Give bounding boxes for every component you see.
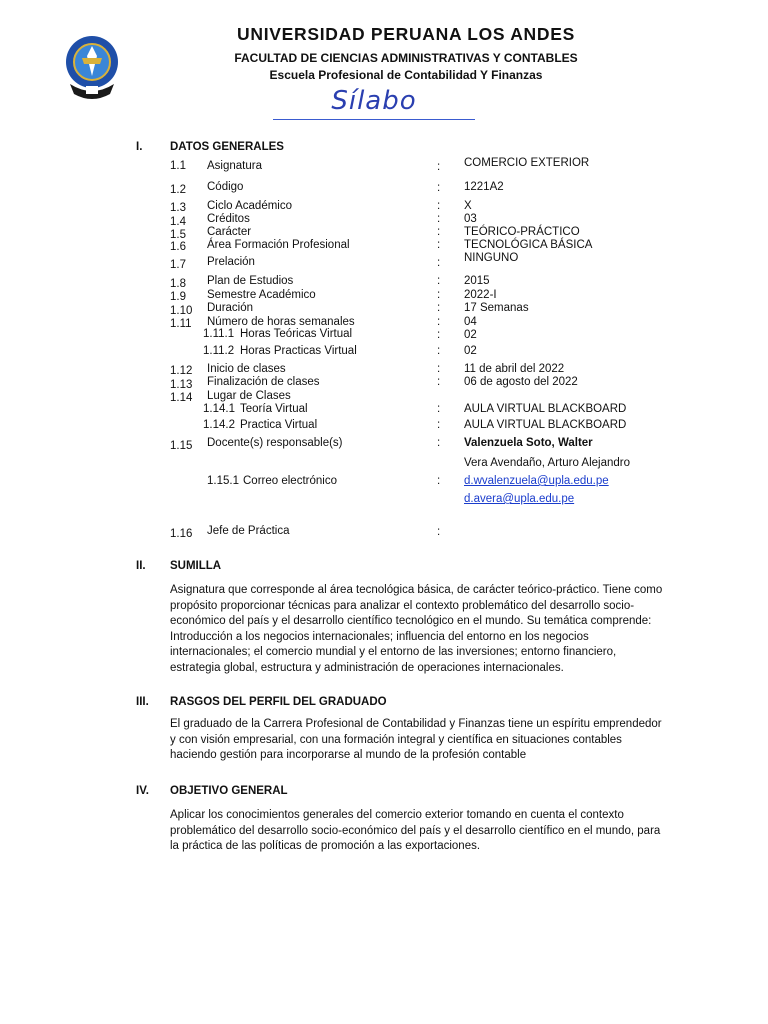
text-line: económico del país y el desarrollo científico tecnológico en el mundo. Su temática comprende: — [170, 615, 652, 627]
separator: : — [437, 419, 441, 431]
section-title-datos-generales: DATOS GENERALES — [170, 141, 284, 153]
item-value: AULA VIRTUAL BLACKBOARD — [464, 403, 627, 415]
item-label: Semestre Académico — [207, 289, 316, 301]
section-title-rasgos: RASGOS DEL PERFIL DEL GRADUADO — [170, 696, 387, 708]
item-label: Carácter — [207, 226, 252, 238]
item-value: 02 — [464, 329, 477, 341]
item-label: Asignatura — [207, 160, 262, 172]
item-value: 11 de abril del 2022 — [464, 363, 565, 375]
item-label: Horas Practicas Virtual — [240, 345, 357, 357]
item-label: Practica Virtual — [240, 419, 318, 431]
item-value: 03 — [464, 213, 477, 225]
email-link[interactable]: d.wvalenzuela@upla.edu.pe — [464, 475, 609, 487]
item-number: 1.11.2 — [203, 345, 235, 357]
section-number: IV. — [136, 785, 150, 797]
item-value: AULA VIRTUAL BLACKBOARD — [464, 419, 627, 431]
item-label: Horas Teóricas Virtual — [240, 328, 353, 340]
item-label: Jefe de Práctica — [207, 525, 290, 537]
sumilla-paragraph — [170, 583, 666, 676]
item-number: 1.9 — [170, 291, 186, 303]
email-link[interactable]: d.avera@upla.edu.pe — [464, 493, 575, 505]
item-number: 1.15.1 — [207, 475, 239, 487]
item-number: 1.15 — [170, 440, 193, 452]
section-number: III. — [136, 696, 149, 708]
separator: : — [437, 475, 441, 487]
text-line: estrategia global, estructura y administración de operaciones internacionales. — [170, 661, 564, 674]
item-number: 1.14 — [170, 392, 193, 404]
rasgos-paragraph — [170, 717, 666, 764]
section-number: II. — [136, 560, 146, 572]
item-number: 1.1 — [170, 160, 186, 172]
text-line: problemático del desarrollo socio-económico del país y el desarrollo científico en el mundo, para — [170, 824, 661, 837]
item-number: 1.12 — [170, 365, 193, 377]
item-label: Código — [207, 181, 244, 193]
university-name: UNIVERSIDAD PERUANA LOS ANDES — [237, 24, 575, 44]
document-title: Sílabo — [331, 86, 417, 116]
separator: : — [437, 226, 441, 238]
item-value: 17 Semanas — [464, 302, 529, 314]
item-value: 1221A2 — [464, 181, 504, 193]
item-value: 2015 — [464, 275, 490, 287]
item-label: Teoría Virtual — [240, 403, 308, 415]
item-number: 1.11 — [170, 318, 192, 330]
separator: : — [437, 363, 441, 375]
separator: : — [437, 437, 441, 449]
objetivo-paragraph — [170, 808, 666, 855]
text-line: y con visión empresarial, con una formación integral y científica en situaciones contables — [170, 733, 622, 746]
text-line: Introducción a los negocios internacionales; influencia del entorno en los negocios — [170, 630, 589, 643]
text-line: Aplicar los conocimientos generales del comercio exterior tomando en cuenta el contexto — [170, 809, 624, 821]
item-number: 1.14.2 — [203, 419, 235, 431]
item-number: 1.6 — [170, 241, 186, 253]
item-number: 1.8 — [170, 278, 186, 290]
item-label: Finalización de clases — [207, 376, 320, 388]
separator: : — [437, 302, 441, 314]
separator: : — [437, 182, 441, 194]
item-number: 1.16 — [170, 528, 193, 540]
separator: : — [437, 345, 441, 357]
item-value: 06 de agosto del 2022 — [464, 376, 578, 388]
section-number: I. — [136, 141, 143, 153]
item-number: 1.10 — [170, 305, 193, 317]
item-value: X — [464, 200, 472, 212]
item-number: 1.14.1 — [203, 403, 235, 415]
teacher-name: Vera Avendaño, Arturo Alejandro — [464, 457, 631, 469]
item-number: 1.13 — [170, 379, 193, 391]
text-line: propósito proporcionar técnicas para analizar el contexto problemático del desarrollo socio- — [170, 599, 635, 612]
item-label: Plan de Estudios — [207, 275, 294, 287]
text-line: internacionales; el comercio mundial y el entorno de las inversiones; entorno financiero, — [170, 646, 617, 658]
item-number: 1.7 — [170, 259, 186, 271]
item-label: Correo electrónico — [243, 475, 337, 487]
text-line: haciendo gestión para incorporarse al mundo de la profesión contable — [170, 749, 527, 761]
item-value: 04 — [464, 316, 477, 328]
item-label: Área Formación Profesional — [207, 239, 350, 251]
teacher-name: Valenzuela Soto, Walter — [464, 437, 593, 449]
text-line: Asignatura que corresponde al área tecnológica básica, de carácter teórico-práctico. Tiene como — [170, 584, 663, 596]
item-number: 1.2 — [170, 184, 186, 196]
item-number: 1.3 — [170, 202, 186, 214]
school-name: Escuela Profesional de Contabilidad Y Finanzas — [269, 68, 543, 82]
item-label: Inicio de clases — [207, 363, 286, 375]
separator: : — [437, 200, 441, 212]
separator: : — [437, 257, 441, 269]
separator: : — [437, 213, 441, 225]
item-value: 2022-I — [464, 289, 497, 301]
item-number: 1.4 — [170, 216, 186, 228]
separator: : — [437, 289, 441, 301]
separator: : — [437, 275, 441, 287]
item-value: TECNOLÓGICA BÁSICA — [464, 239, 593, 251]
item-number: 1.5 — [170, 229, 186, 241]
section-title-objetivo: OBJETIVO GENERAL — [170, 785, 288, 797]
item-value: NINGUNO — [464, 252, 519, 264]
item-number: 1.11.1 — [203, 328, 235, 340]
item-value: COMERCIO EXTERIOR — [464, 157, 590, 169]
section-title-sumilla: SUMILLA — [170, 560, 222, 572]
separator: : — [437, 329, 441, 341]
separator: : — [437, 161, 441, 173]
text-line: la práctica de las políticas de promoción a las exportaciones. — [170, 840, 481, 852]
item-label: Ciclo Académico — [207, 200, 293, 212]
item-label: Duración — [207, 302, 254, 314]
faculty-name: FACULTAD DE CIENCIAS ADMINISTRATIVAS Y CONTABLES — [234, 51, 578, 65]
item-label: Créditos — [207, 213, 250, 225]
item-label: Docente(s) responsable(s) — [207, 437, 343, 449]
separator: : — [437, 403, 441, 415]
separator: : — [437, 526, 441, 538]
item-label: Prelación — [207, 256, 255, 268]
separator: : — [437, 239, 441, 251]
item-value: 02 — [464, 345, 477, 357]
title-underline — [273, 119, 475, 120]
item-label: Lugar de Clases — [207, 390, 291, 402]
text-line: El graduado de la Carrera Profesional de Contabilidad y Finanzas tiene un espíritu emprendedor — [170, 718, 662, 730]
item-value: TEÓRICO-PRÁCTICO — [464, 226, 580, 238]
item-label: Número de horas semanales — [207, 316, 355, 328]
separator: : — [437, 376, 441, 388]
separator: : — [437, 316, 441, 328]
